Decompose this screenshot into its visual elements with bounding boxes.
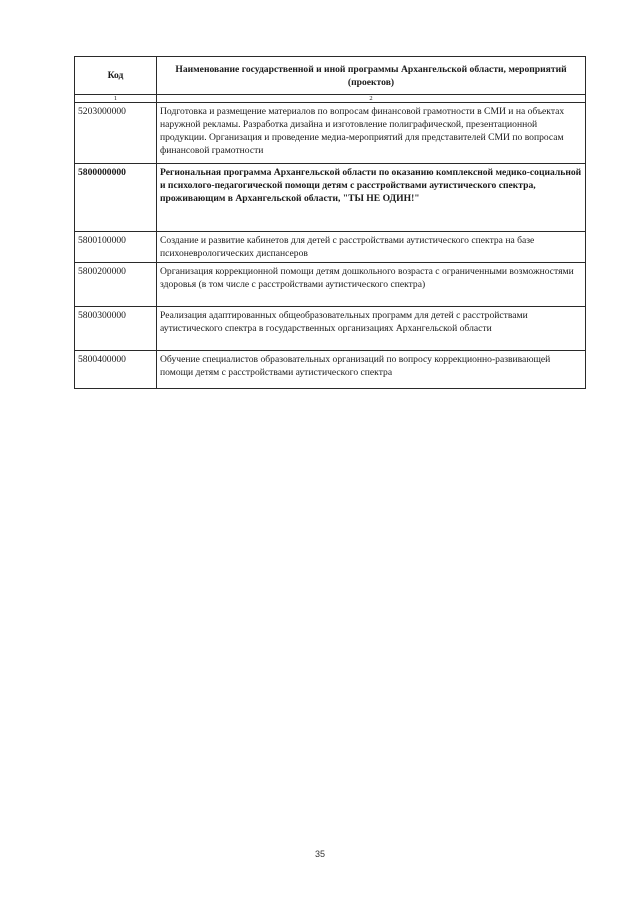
- table-row: [75, 232, 586, 263]
- row-name: Создание и развитие кабинетов для детей с расстройствами аутистического спектра на базе психоневрологических диспансеров: [157, 232, 586, 263]
- page-number: 35: [314, 849, 325, 859]
- table-row: [75, 103, 586, 164]
- header-name: Наименование государственной и иной программы Архангельской области, мероприятий (проектов): [157, 57, 586, 95]
- row-name: Обучение специалистов образовательных организаций по вопросу коррекционно-развивающей помощи детям с расстройствами аутистического спектра: [157, 351, 586, 389]
- row-code: 5800400000: [75, 351, 157, 389]
- table-row: [75, 164, 586, 232]
- row-name: Организация коррекционной помощи детям дошкольного возраста с ограниченными возможностями здоровья (в том числе с расстройствами аутистического спектра): [157, 263, 586, 307]
- column-number-row: [75, 95, 586, 103]
- program-table: [74, 56, 586, 389]
- column-number: 2: [157, 95, 586, 103]
- row-name: Подготовка и размещение материалов по вопросам финансовой грамотности в СМИ и на объектах наружной рекламы. Разработка дизайна и изготовление полиграфической, презентационной продукции. Организация и проведение медиа-мероприятий для представителей СМИ по вопросам финансовой грамотности: [157, 103, 586, 164]
- row-name: Региональная программа Архангельской области по оказанию комплексной медико-социальной и психолого-педагогической помощи детям с расстройствами аутистического спектра, проживающим в Архангельской области, "ТЫ НЕ ОДИН!": [157, 164, 586, 232]
- table-row: [75, 307, 586, 351]
- table-row: [75, 351, 586, 389]
- column-number: 1: [75, 95, 157, 103]
- table-header-row: [75, 57, 586, 95]
- row-code: 5800300000: [75, 307, 157, 351]
- row-name: Реализация адаптированных общеобразовательных программ для детей с расстройствами аутистического спектра в государственных организациях Архангельской области: [157, 307, 586, 351]
- row-code: 5800200000: [75, 263, 157, 307]
- row-code: 5203000000: [75, 103, 157, 164]
- table-row: [75, 263, 586, 307]
- row-code: 5800000000: [75, 164, 157, 232]
- row-code: 5800100000: [75, 232, 157, 263]
- header-code: Код: [75, 57, 157, 95]
